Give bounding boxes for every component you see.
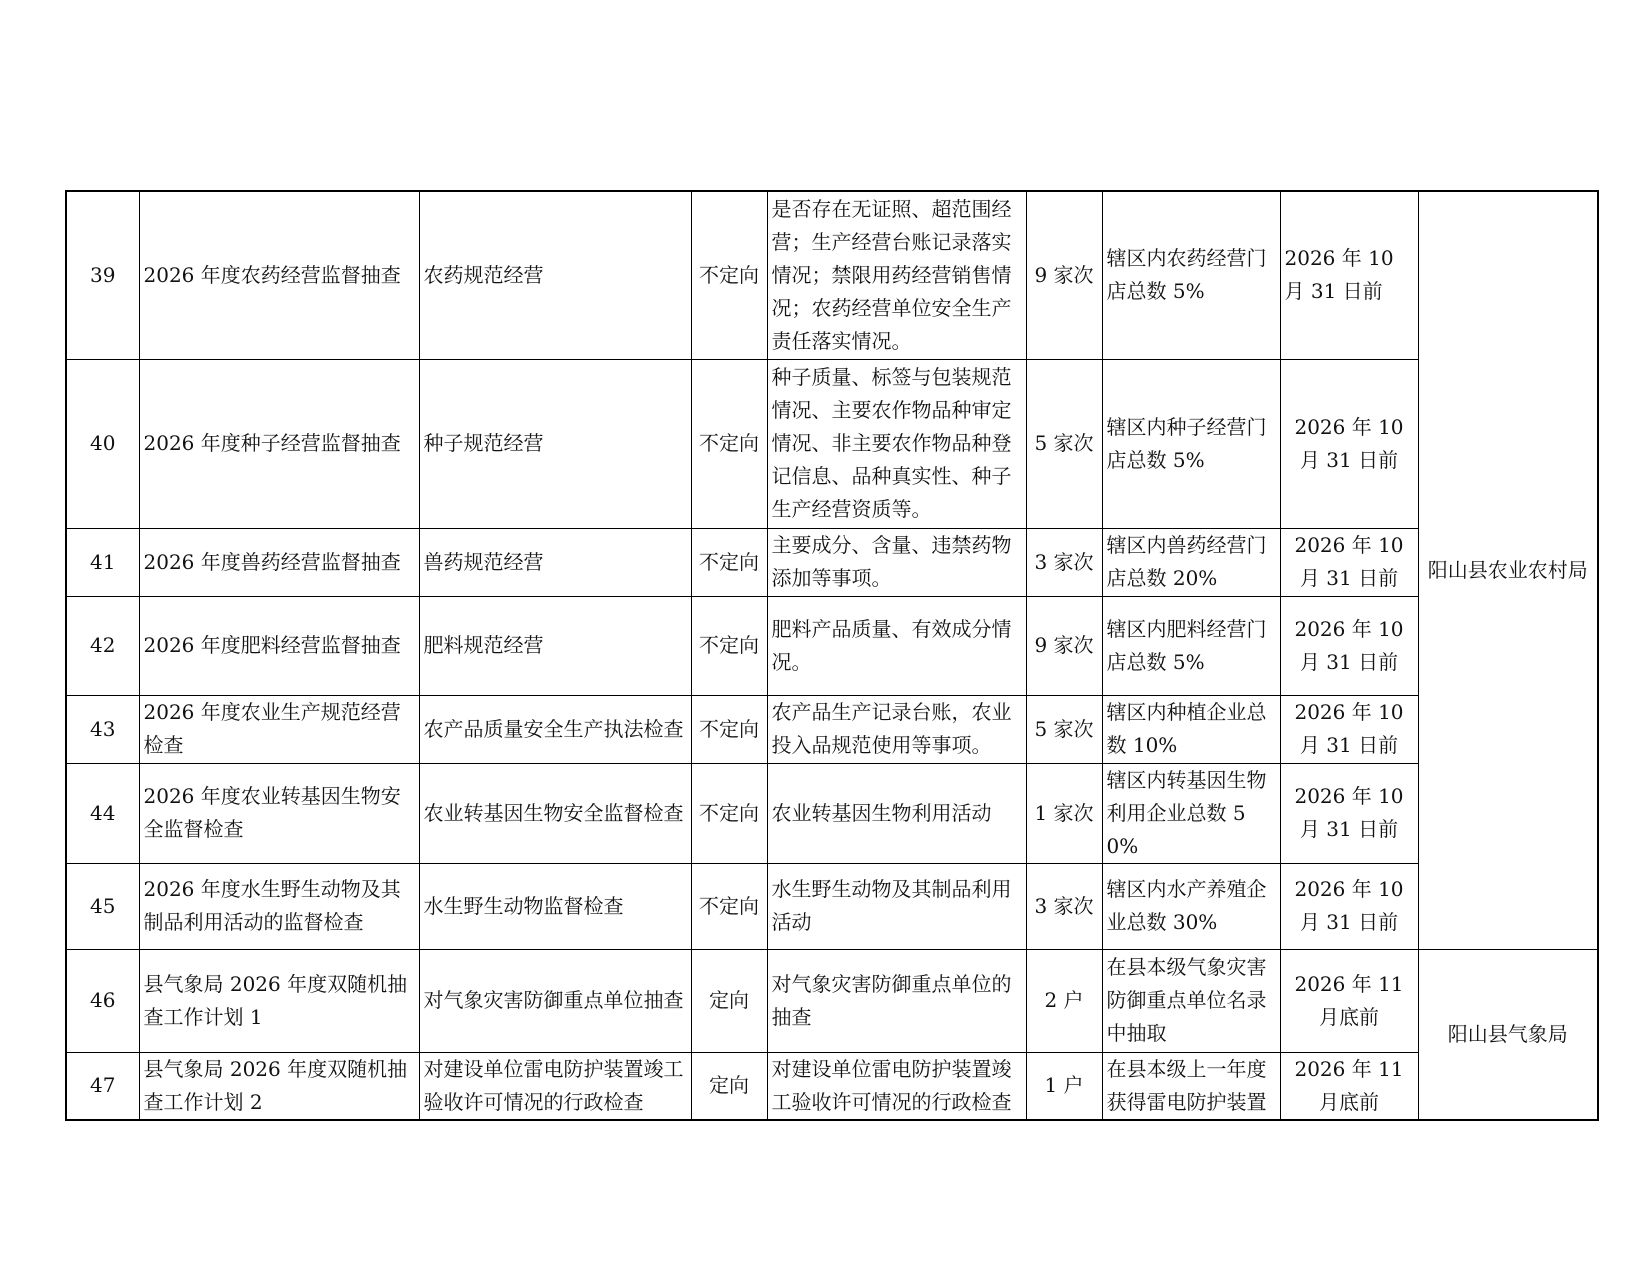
inspection-count: 5 家次 [1026,695,1102,763]
inspection-object: 辖区内种植企业总数 10% [1102,695,1280,763]
department-meteorology: 阳山县气象局 [1418,949,1598,1120]
task-name: 县气象局 2026 年度双随机抽查工作计划 1 [139,949,419,1052]
inspection-content: 种子质量、标签与包装规范情况、主要农作物品种审定情况、非主要农作物品种登记信息、品种真实性、种子生产经营资质等。 [767,359,1026,528]
inspection-item: 对建设单位雷电防护装置竣工验收许可情况的行政检查 [419,1052,691,1120]
table-row [66,763,1598,863]
deadline: 2026 年 10 月 31 日前 [1280,528,1418,596]
table-row [66,528,1598,596]
inspection-content: 对气象灾害防御重点单位的抽查 [767,949,1026,1052]
inspection-direction: 不定向 [691,596,767,695]
inspection-count: 3 家次 [1026,528,1102,596]
deadline: 2026 年 10 月 31 日前 [1280,596,1418,695]
table-row [66,863,1598,949]
inspection-content: 农产品生产记录台账，农业投入品规范使用等事项。 [767,695,1026,763]
task-name: 2026 年度种子经营监督抽查 [139,359,419,528]
inspection-direction: 不定向 [691,528,767,596]
inspection-content: 水生野生动物及其制品利用活动 [767,863,1026,949]
inspection-item: 农业转基因生物安全监督检查 [419,763,691,863]
task-name: 县气象局 2026 年度双随机抽查工作计划 2 [139,1052,419,1120]
inspection-plan-sheet [65,190,1599,1121]
deadline: 2026 年 10 月 31 日前 [1280,191,1418,359]
table-row [66,695,1598,763]
deadline: 2026 年 10 月 31 日前 [1280,763,1418,863]
task-name: 2026 年度肥料经营监督抽查 [139,596,419,695]
row-number: 45 [66,863,139,949]
row-number: 44 [66,763,139,863]
row-number: 39 [66,191,139,359]
inspection-item: 肥料规范经营 [419,596,691,695]
inspection-content: 农业转基因生物利用活动 [767,763,1026,863]
inspection-count: 5 家次 [1026,359,1102,528]
task-name: 2026 年度兽药经营监督抽查 [139,528,419,596]
row-number: 40 [66,359,139,528]
table-row [66,359,1598,528]
inspection-count: 9 家次 [1026,596,1102,695]
inspection-item: 农产品质量安全生产执法检查 [419,695,691,763]
inspection-direction: 不定向 [691,863,767,949]
inspection-direction: 不定向 [691,695,767,763]
inspection-object: 在县本级上一年度获得雷电防护装置 [1102,1052,1280,1120]
inspection-object: 辖区内种子经营门店总数 5% [1102,359,1280,528]
inspection-count: 9 家次 [1026,191,1102,359]
inspection-object: 辖区内转基因生物利用企业总数 50% [1102,763,1280,863]
inspection-count: 2 户 [1026,949,1102,1052]
inspection-object: 在县本级气象灾害防御重点单位名录中抽取 [1102,949,1280,1052]
inspection-object: 辖区内兽药经营门店总数 20% [1102,528,1280,596]
table-row [66,949,1598,1052]
inspection-item: 兽药规范经营 [419,528,691,596]
task-name: 2026 年度农业转基因生物安全监督检查 [139,763,419,863]
inspection-content: 肥料产品质量、有效成分情况。 [767,596,1026,695]
row-number: 46 [66,949,139,1052]
inspection-object: 辖区内肥料经营门店总数 5% [1102,596,1280,695]
row-number: 43 [66,695,139,763]
deadline: 2026 年 11 月底前 [1280,1052,1418,1120]
row-number: 41 [66,528,139,596]
inspection-item: 对气象灾害防御重点单位抽查 [419,949,691,1052]
deadline: 2026 年 10 月 31 日前 [1280,359,1418,528]
department-agriculture: 阳山县农业农村局 [1418,191,1598,949]
inspection-object: 辖区内农药经营门店总数 5% [1102,191,1280,359]
table-row [66,596,1598,695]
inspection-direction: 不定向 [691,191,767,359]
inspection-content: 是否存在无证照、超范围经营；生产经营台账记录落实情况；禁限用药经营销售情况；农药经营单位安全生产责任落实情况。 [767,191,1026,359]
inspection-item: 农药规范经营 [419,191,691,359]
task-name: 2026 年度农业生产规范经营检查 [139,695,419,763]
inspection-direction: 定向 [691,949,767,1052]
deadline: 2026 年 10 月 31 日前 [1280,863,1418,949]
inspection-item: 水生野生动物监督检查 [419,863,691,949]
task-name: 2026 年度农药经营监督抽查 [139,191,419,359]
inspection-item: 种子规范经营 [419,359,691,528]
inspection-content: 主要成分、含量、违禁药物添加等事项。 [767,528,1026,596]
inspection-count: 1 家次 [1026,763,1102,863]
inspection-object: 辖区内水产养殖企业总数 30% [1102,863,1280,949]
inspection-direction: 不定向 [691,763,767,863]
deadline: 2026 年 11 月底前 [1280,949,1418,1052]
inspection-count: 1 户 [1026,1052,1102,1120]
inspection-count: 3 家次 [1026,863,1102,949]
inspection-plan-table [65,190,1599,1121]
inspection-content: 对建设单位雷电防护装置竣工验收许可情况的行政检查 [767,1052,1026,1120]
table-row [66,191,1598,359]
table-row [66,1052,1598,1120]
row-number: 42 [66,596,139,695]
task-name: 2026 年度水生野生动物及其制品利用活动的监督检查 [139,863,419,949]
inspection-direction: 不定向 [691,359,767,528]
deadline: 2026 年 10 月 31 日前 [1280,695,1418,763]
inspection-direction: 定向 [691,1052,767,1120]
row-number: 47 [66,1052,139,1120]
